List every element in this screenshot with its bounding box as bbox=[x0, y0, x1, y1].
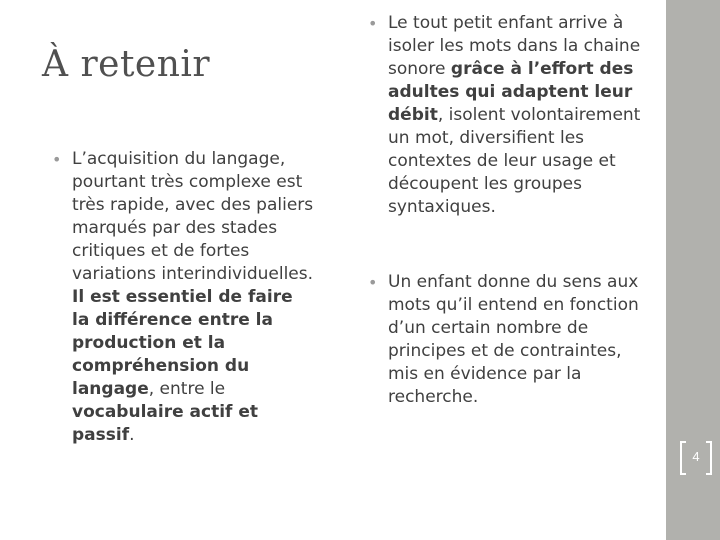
bullet-text: Un enfant donne du sens aux mots qu’il entend en fonction d’un certain nombre de principes et de contraintes, mis en évidence par la recherche. bbox=[388, 272, 639, 407]
left-column bbox=[52, 148, 314, 447]
bullet-text: . bbox=[129, 425, 135, 445]
page-number: 4 bbox=[692, 449, 700, 464]
bullet-item bbox=[368, 271, 654, 409]
slide-title: À retenir bbox=[42, 44, 211, 85]
page-number-frame bbox=[678, 440, 714, 476]
bullet-dot-icon: • bbox=[368, 273, 378, 292]
bullet-text: , entre le bbox=[148, 379, 226, 399]
bullet-text: L’acquisition du langage, pourtant très complexe est très rapide, avec des paliers marqués par des stades critiques et de fortes variations interindividuelles. bbox=[72, 149, 314, 284]
bullet-text: Le tout petit enfant arrive à isoler les mots dans la chaine sonore bbox=[388, 13, 641, 79]
bullet-text-bold: grâce à l’effort des adultes qui adaptent leur débit bbox=[388, 59, 634, 125]
right-column bbox=[368, 12, 654, 409]
bullet-item bbox=[368, 12, 654, 219]
bullet-text: , isolent volontairement un mot, diversifient les contextes de leur usage et découpent les groupes syntaxiques. bbox=[388, 105, 641, 217]
bullet-text-bold: Il est essentiel de faire la différence entre la production et la compréhension du langage bbox=[72, 287, 293, 399]
bullet-dot-icon: • bbox=[368, 14, 378, 33]
bullet-dot-icon: • bbox=[52, 150, 62, 169]
bullet-item bbox=[52, 148, 314, 447]
bullet-text-bold: vocabulaire actif et passif bbox=[72, 402, 259, 445]
